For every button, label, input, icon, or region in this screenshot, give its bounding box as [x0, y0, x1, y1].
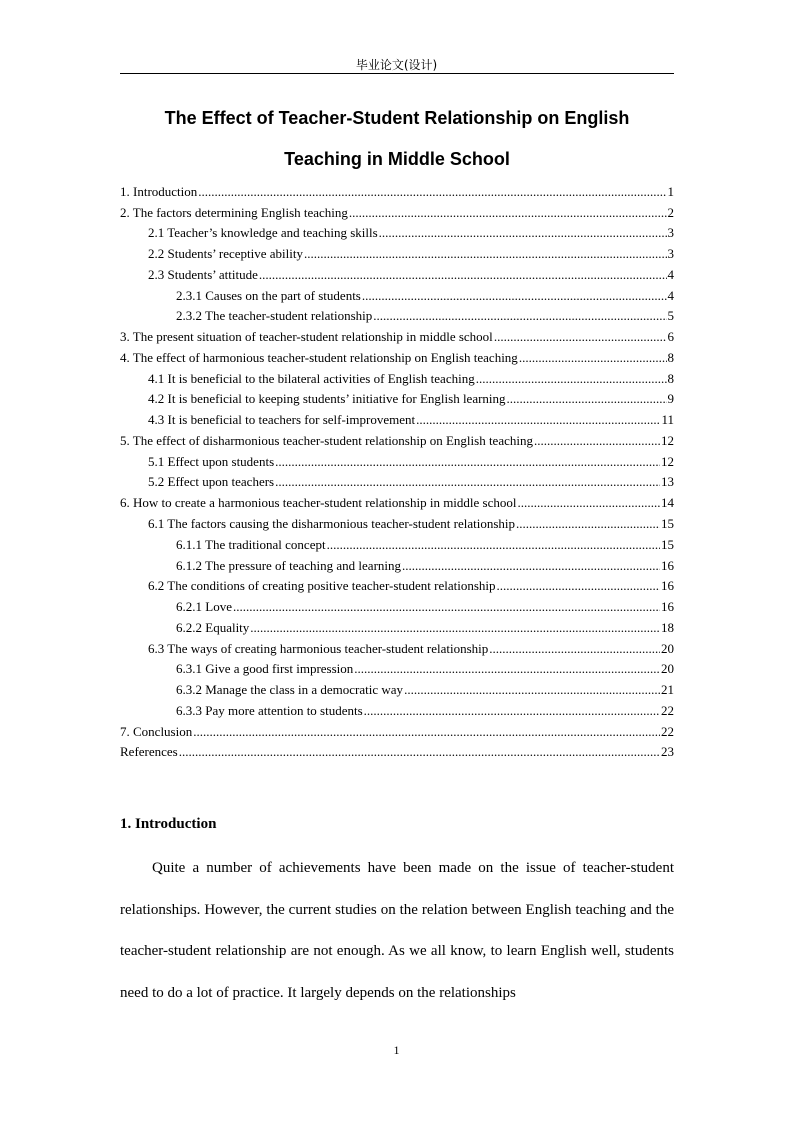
toc-entry-page: 2	[667, 204, 674, 220]
toc-entry-page: 8	[667, 349, 674, 365]
toc-leader-dots	[518, 496, 661, 510]
toc-leader-dots	[534, 434, 660, 448]
toc-leader-dots	[416, 413, 660, 427]
toc-entry-page: 12	[661, 453, 674, 469]
toc-entry[interactable]	[120, 222, 674, 243]
toc-entry-page: 13	[661, 474, 674, 490]
title-line-1: The Effect of Teacher-Student Relationship on English	[164, 108, 630, 128]
toc-entry-page: 20	[661, 640, 674, 656]
toc-leader-dots	[349, 206, 667, 220]
toc-entry-page: 18	[661, 619, 674, 635]
toc-leader-dots	[198, 185, 666, 199]
toc-entry-label: 6.3.3 Pay more attention to students	[176, 702, 363, 718]
section-heading: 1. Introduction	[120, 816, 217, 832]
toc-leader-dots	[494, 330, 667, 344]
toc-entry[interactable]	[120, 699, 674, 720]
toc-entry-page: 11	[661, 412, 674, 428]
toc-entry-label: 4.3 It is beneficial to teachers for self-improvement	[148, 412, 416, 428]
toc-leader-dots	[275, 455, 660, 469]
toc-entry-page: 16	[661, 578, 674, 594]
toc-entry-page: 1	[667, 183, 674, 199]
toc-leader-dots	[373, 309, 666, 323]
toc-entry-page: 3	[667, 246, 674, 262]
toc-entry[interactable]	[120, 346, 674, 367]
toc-entry[interactable]	[120, 284, 674, 305]
toc-entry-label: 4. The effect of harmonious teacher-student relationship on English teaching	[120, 349, 518, 365]
toc-entry[interactable]	[120, 637, 674, 658]
toc-entry-label: 6.3.2 Manage the class in a democratic way	[176, 682, 404, 698]
toc-entry-page: 15	[661, 536, 674, 552]
toc-entry[interactable]	[120, 658, 674, 679]
toc-leader-dots	[233, 600, 660, 614]
toc-entry[interactable]	[120, 575, 674, 596]
toc-entry-label: 3. The present situation of teacher-student relationship in middle school	[120, 329, 493, 345]
toc-entry-label: 6.1.1 The traditional concept	[176, 536, 326, 552]
toc-entry-page: 16	[661, 557, 674, 573]
toc-entry[interactable]	[120, 367, 674, 388]
toc-entry[interactable]	[120, 471, 674, 492]
toc-entry-page: 15	[661, 516, 674, 532]
toc-leader-dots	[497, 579, 660, 593]
toc-entry-page: 20	[661, 661, 674, 677]
toc-leader-dots	[275, 475, 660, 489]
title-line-2: Teaching in Middle School	[284, 149, 510, 169]
toc-entry-label: 5.1 Effect upon students	[148, 453, 275, 469]
toc-entry-label: 2.3 Students’ attitude	[148, 266, 258, 282]
header-rule	[120, 73, 674, 74]
toc-entry-label: 4.2 It is beneficial to keeping students’ initiative for English learning	[148, 391, 506, 407]
toc-leader-dots	[364, 704, 660, 718]
toc-entry[interactable]	[120, 180, 674, 201]
toc-entry[interactable]	[120, 533, 674, 554]
toc-entry-label: 5.2 Effect upon teachers	[148, 474, 275, 490]
toc-entry[interactable]	[120, 554, 674, 575]
toc-entry-label: 5. The effect of disharmonious teacher-student relationship on English teaching	[120, 432, 533, 448]
toc-entry-page: 14	[661, 495, 674, 511]
toc-entry-page: 6	[667, 329, 674, 345]
toc-entry-page: 22	[661, 723, 674, 739]
toc-entry[interactable]	[120, 305, 674, 326]
toc-leader-dots	[193, 725, 660, 739]
toc-leader-dots	[489, 642, 660, 656]
toc-entry-page: 12	[661, 432, 674, 448]
toc-entry[interactable]	[120, 242, 674, 263]
toc-entry-label: 2.1 Teacher’s knowledge and teaching skills	[148, 225, 378, 241]
table-of-contents	[120, 180, 674, 761]
toc-entry[interactable]	[120, 512, 674, 533]
toc-entry[interactable]	[120, 388, 674, 409]
toc-entry[interactable]	[120, 678, 674, 699]
toc-entry-label: 7. Conclusion	[120, 723, 193, 739]
toc-leader-dots	[179, 745, 660, 759]
toc-entry-page: 23	[661, 744, 674, 760]
toc-entry-label: 2. The factors determining English teaching	[120, 204, 348, 220]
toc-entry[interactable]	[120, 491, 674, 512]
toc-leader-dots	[379, 226, 667, 240]
toc-entry[interactable]	[120, 450, 674, 471]
toc-entry-label: 6.1.2 The pressure of teaching and learning	[176, 557, 402, 573]
toc-entry-label: 2.3.1 Causes on the part of students	[176, 287, 361, 303]
toc-entry[interactable]	[120, 616, 674, 637]
toc-leader-dots	[476, 372, 667, 386]
toc-entry-label: 6.3.1 Give a good first impression	[176, 661, 354, 677]
toc-entry-label: 6.2.2 Equality	[176, 619, 250, 635]
toc-entry-label: 2.3.2 The teacher-student relationship	[176, 308, 373, 324]
toc-entry-page: 4	[667, 266, 674, 282]
toc-entry-page: 22	[661, 702, 674, 718]
page-header: 毕业论文(设计)	[355, 58, 438, 72]
toc-entry[interactable]	[120, 201, 674, 222]
body-paragraph: Quite a number of achievements have been made on the issue of teacher-student relationships. However, the current studies on the relation between English teaching and the teacher-student relationship are not enough. As we all know, to learn English well, students need to do a lot of practice. It largely depends on the relationships	[120, 860, 674, 1001]
toc-entry[interactable]	[120, 741, 674, 762]
toc-entry-label: 6.2 The conditions of creating positive teacher-student relationship	[148, 578, 496, 594]
toc-leader-dots	[327, 538, 660, 552]
toc-entry-label: 6.1 The factors causing the disharmonious teacher-student relationship	[148, 516, 516, 532]
toc-leader-dots	[519, 351, 667, 365]
toc-entry[interactable]	[120, 408, 674, 429]
toc-entry[interactable]	[120, 325, 674, 346]
toc-entry-page: 21	[661, 682, 674, 698]
toc-entry-label: 6. How to create a harmonious teacher-student relationship in middle school	[120, 495, 517, 511]
toc-entry[interactable]	[120, 263, 674, 284]
toc-entry-page: 5	[667, 308, 674, 324]
toc-entry-page: 16	[661, 599, 674, 615]
toc-leader-dots	[507, 392, 667, 406]
toc-leader-dots	[516, 517, 660, 531]
toc-entry[interactable]	[120, 429, 674, 450]
toc-entry-label: 6.3 The ways of creating harmonious teacher-student relationship	[148, 640, 489, 656]
toc-entry-page: 8	[667, 370, 674, 386]
toc-entry-label: 1. Introduction	[120, 183, 198, 199]
toc-entry[interactable]	[120, 720, 674, 741]
toc-leader-dots	[304, 247, 667, 261]
toc-leader-dots	[362, 289, 667, 303]
toc-entry-label: References	[120, 744, 178, 760]
toc-entry-label: 6.2.1 Love	[176, 599, 232, 615]
toc-entry-label: 4.1 It is beneficial to the bilateral activities of English teaching	[148, 370, 475, 386]
toc-leader-dots	[354, 662, 660, 676]
toc-leader-dots	[259, 268, 667, 282]
toc-entry-page: 4	[667, 287, 674, 303]
toc-leader-dots	[250, 621, 660, 635]
page-number: 1	[393, 1043, 400, 1057]
toc-leader-dots	[404, 683, 660, 697]
toc-leader-dots	[402, 559, 660, 573]
toc-entry-page: 3	[667, 225, 674, 241]
toc-entry-page: 9	[667, 391, 674, 407]
toc-entry[interactable]	[120, 595, 674, 616]
toc-entry-label: 2.2 Students’ receptive ability	[148, 246, 303, 262]
